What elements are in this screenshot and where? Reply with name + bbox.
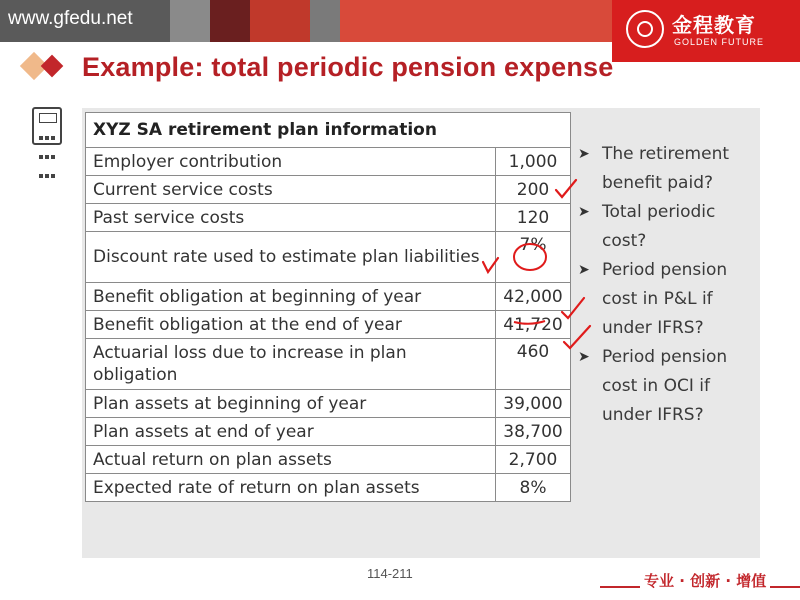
- table-row: [86, 474, 571, 502]
- row-label: Plan assets at end of year: [86, 418, 496, 446]
- row-label: Plan assets at beginning of year: [86, 390, 496, 418]
- list-item: ➤ Total periodic cost?: [578, 198, 760, 256]
- row-label: Employer contribution: [86, 148, 496, 176]
- row-value: 38,700: [496, 418, 571, 446]
- logo-english-name: GOLDEN FUTURE: [674, 37, 765, 47]
- row-value: 39,000: [496, 390, 571, 418]
- row-label: Past service costs: [86, 204, 496, 232]
- table-row: [86, 232, 571, 283]
- table-row: [86, 148, 571, 176]
- row-value: 460: [496, 339, 571, 390]
- arrow-bullet-icon: ➤: [578, 146, 590, 162]
- row-value: 1,000: [496, 148, 571, 176]
- row-value: 2,700: [496, 446, 571, 474]
- row-label: Benefit obligation at the end of year: [86, 311, 496, 339]
- table-row: [86, 390, 571, 418]
- title-diamond-icon: [41, 55, 64, 78]
- site-url: www.gfedu.net: [8, 8, 133, 29]
- row-value: 120: [496, 204, 571, 232]
- slide-title: Example: total periodic pension expense: [82, 52, 614, 82]
- arrow-bullet-icon: ➤: [578, 204, 590, 220]
- table-row: [86, 418, 571, 446]
- banner-stripe: [310, 0, 340, 42]
- row-value: 200: [496, 176, 571, 204]
- row-label: Expected rate of return on plan assets: [86, 474, 496, 502]
- banner-stripe: [170, 0, 210, 42]
- row-label: Actuarial loss due to increase in plan obligation: [86, 339, 496, 390]
- banner-stripe: [340, 0, 612, 42]
- brand-tagline: 专业 · 创新 · 增值: [640, 570, 770, 591]
- row-value: 8%: [496, 474, 571, 502]
- list-item: ➤ Period pension cost in OCI if under IFRS?: [578, 343, 760, 430]
- plan-info-table: [85, 112, 571, 502]
- table-row: [86, 176, 571, 204]
- table-row: [86, 339, 571, 390]
- row-label: Benefit obligation at beginning of year: [86, 283, 496, 311]
- table-row: [86, 446, 571, 474]
- logo-chinese-name: 金程教育: [672, 13, 756, 37]
- banner-stripe: [210, 0, 250, 42]
- row-value: 42,000: [496, 283, 571, 311]
- banner-stripe: [250, 0, 310, 42]
- arrow-bullet-icon: ➤: [578, 262, 590, 278]
- table-heading: XYZ SA retirement plan information: [86, 113, 571, 148]
- brand-logo: [612, 0, 800, 62]
- table-header-row: [86, 113, 571, 148]
- list-item: ➤ The retirement benefit paid?: [578, 140, 760, 198]
- table-row: [86, 283, 571, 311]
- list-item: ➤ Period pension cost in P&L if under IFRS?: [578, 256, 760, 343]
- row-label: Current service costs: [86, 176, 496, 204]
- calculator-icon: [32, 107, 62, 145]
- question-list: [578, 140, 760, 430]
- page-number: 114-211: [367, 566, 413, 581]
- row-label: Discount rate used to estimate plan liabilities: [86, 232, 496, 283]
- row-label: Actual return on plan assets: [86, 446, 496, 474]
- row-value: 7%: [496, 232, 571, 283]
- table-row: [86, 311, 571, 339]
- logo-emblem-icon: [626, 10, 664, 48]
- row-value: 41,720: [496, 311, 571, 339]
- arrow-bullet-icon: ➤: [578, 349, 590, 365]
- table-row: [86, 204, 571, 232]
